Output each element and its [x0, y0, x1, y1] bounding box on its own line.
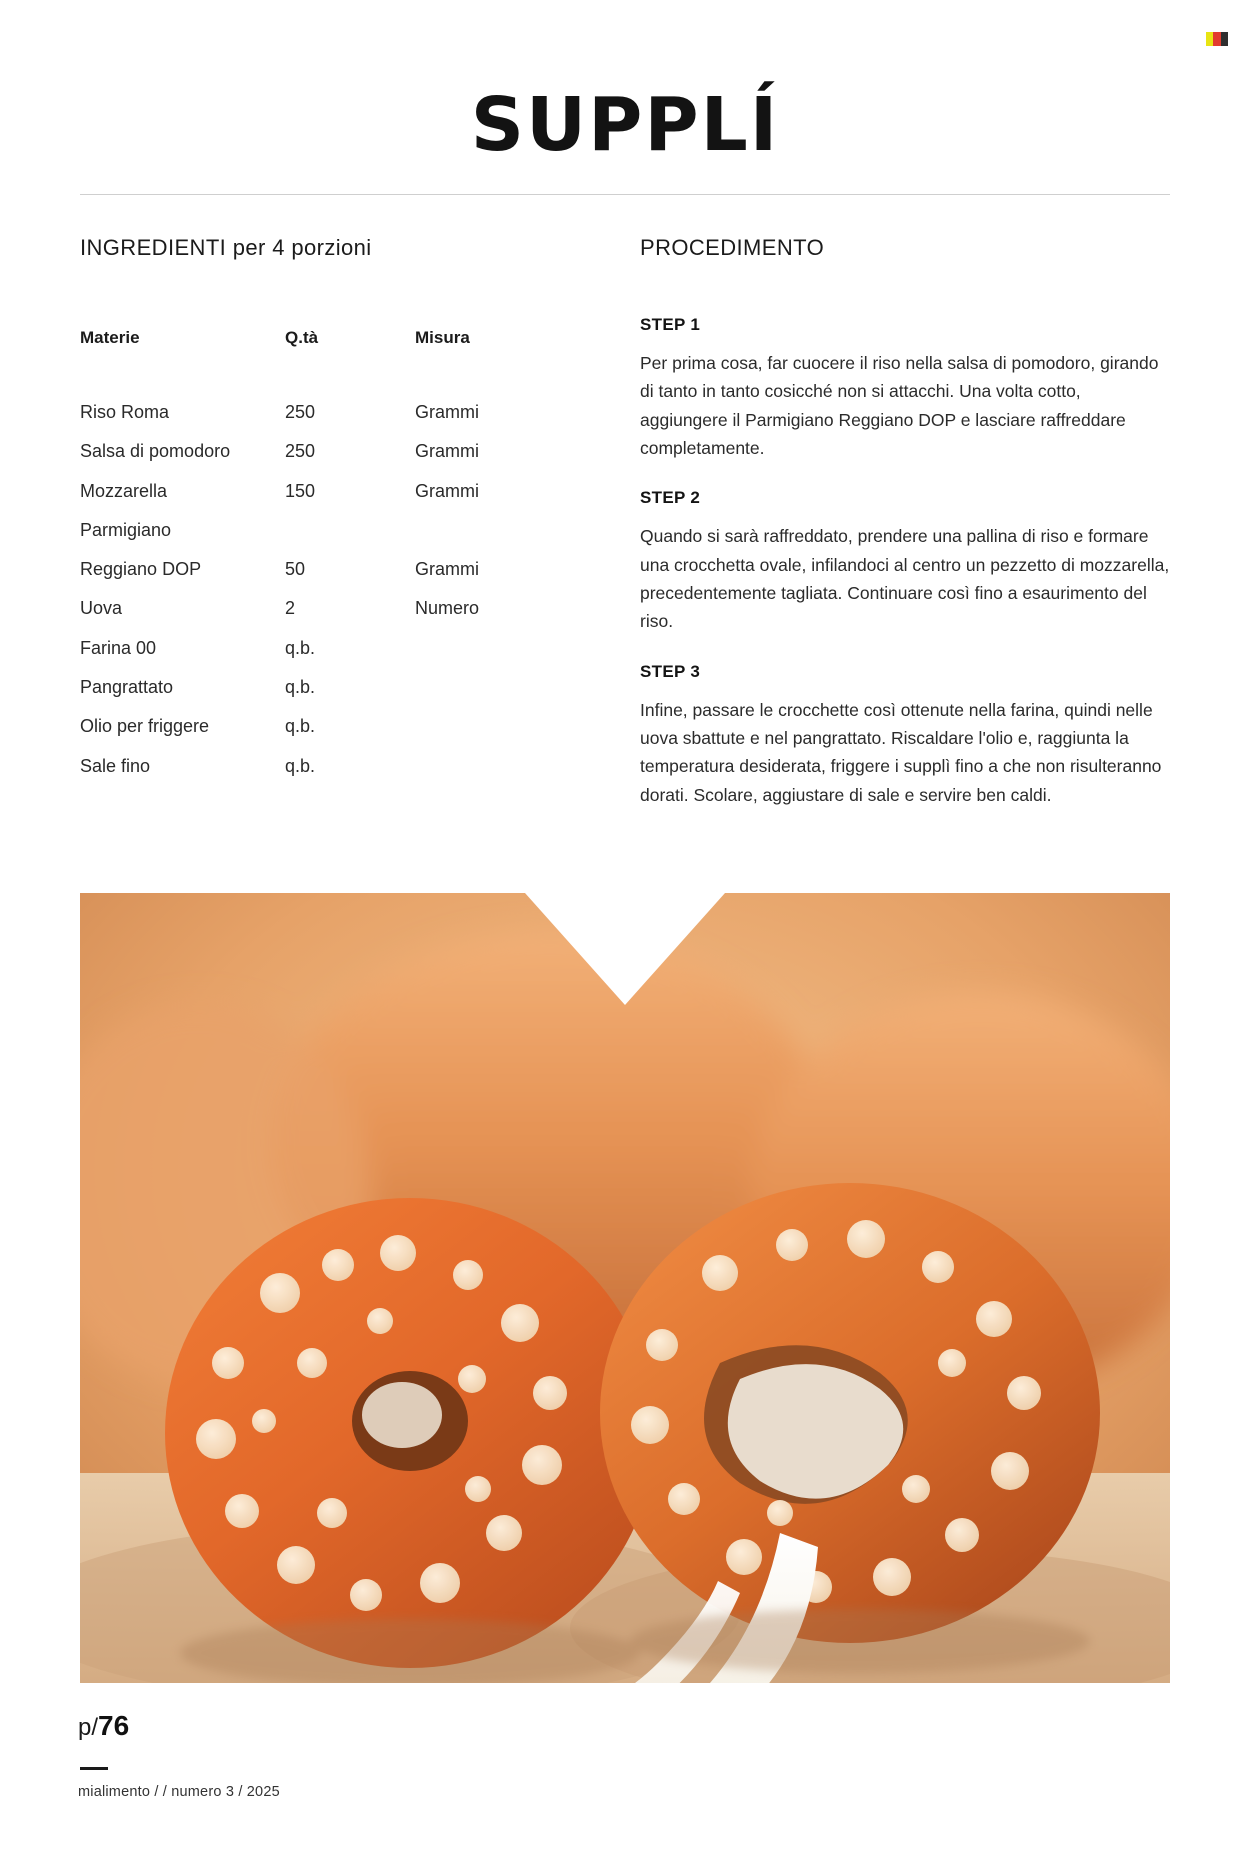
- ingredient-quantity: q.b.: [285, 716, 316, 737]
- table-row: [80, 754, 590, 793]
- table-row: [80, 675, 590, 714]
- page-number: [78, 1710, 129, 1742]
- ingredient-quantity: q.b.: [285, 755, 316, 776]
- ingredient-unit: [415, 714, 590, 753]
- color-swatch-red: [1213, 32, 1221, 46]
- procedure-list: [640, 315, 1170, 809]
- table-row: [80, 518, 590, 557]
- table-row: [80, 479, 590, 518]
- ingredient-name: Parmigiano: [80, 519, 172, 540]
- ingredient-quantity: 2: [285, 598, 296, 619]
- ingredient-unit: Numero: [415, 598, 480, 619]
- ingredient-name: Sale fino: [80, 755, 151, 776]
- ingredient-unit: Grammi: [415, 480, 479, 501]
- procedure-heading: PROCEDIMENTO: [640, 235, 825, 260]
- ingredient-name: Mozzarella: [80, 480, 168, 501]
- ingredient-unit: [415, 518, 590, 557]
- ingredient-quantity: q.b.: [285, 637, 316, 658]
- column-header-materie: Materie: [80, 328, 140, 347]
- ingredient-quantity: [285, 518, 415, 557]
- step-2-text: Quando si sarà raffreddato, prendere una pallina di riso e formare una crocchetta ovale, infilandoci al centro un pezzetto di mozzarella, precedentemente tagliata. Continuare così fino a esaurimento del riso.: [640, 526, 1170, 632]
- recipe-photo: [80, 893, 1170, 1683]
- ingredient-unit: [415, 636, 590, 675]
- step-1-label: STEP 1: [640, 315, 701, 334]
- color-swatch-dark: [1221, 32, 1228, 46]
- page-number-value: 76: [98, 1710, 130, 1741]
- ingredients-table: [80, 328, 590, 793]
- ingredient-name: Farina 00: [80, 637, 157, 658]
- ingredient-unit: [415, 675, 590, 714]
- ingredient-name: Uova: [80, 598, 123, 619]
- ingredient-name: Riso Roma: [80, 402, 170, 422]
- ingredient-quantity: 250: [285, 402, 316, 422]
- table-row: [80, 636, 590, 675]
- page-prefix: p/: [78, 1714, 99, 1741]
- step-3-label: STEP 3: [640, 661, 701, 681]
- table-row: [80, 557, 590, 596]
- title-divider: [80, 194, 1170, 195]
- footer-divider: [80, 1767, 108, 1770]
- table-row: [80, 714, 590, 753]
- ingredient-quantity: 50: [285, 559, 306, 580]
- page-title: SUPPLÍ: [470, 82, 780, 168]
- color-swatch-yellow: [1206, 32, 1213, 46]
- ingredient-unit: Grammi: [415, 441, 479, 462]
- ingredient-unit: [415, 754, 590, 793]
- ingredient-unit: Grammi: [415, 402, 479, 422]
- step-2-label: STEP 2: [640, 488, 701, 508]
- ingredient-name: Olio per friggere: [80, 716, 210, 737]
- table-row: [80, 439, 590, 478]
- ingredient-name: Pangrattato: [80, 677, 174, 698]
- table-row: [80, 400, 590, 439]
- footer-credit: mialimento / / numero 3 / 2025: [78, 1784, 280, 1800]
- step-1-text: Per prima cosa, far cuocere il riso nella salsa di pomodoro, girando di tanto in tanto cosicché non si attacchi. Una volta cotto, aggiungere il Parmigiano Reggiano DOP e lasciare raffreddare completamente.: [640, 353, 1159, 459]
- ingredient-quantity: q.b.: [285, 677, 316, 698]
- table-header-row: [80, 328, 590, 400]
- ingredient-name: Reggiano DOP: [80, 559, 202, 580]
- ingredient-unit: Grammi: [415, 559, 479, 580]
- column-header-misura: Misura: [415, 328, 470, 347]
- color-registration-mark: [1206, 32, 1228, 46]
- ingredients-heading: INGREDIENTI per 4 porzioni: [80, 235, 372, 260]
- column-header-qta: Q.tà: [285, 328, 319, 347]
- ingredient-quantity: 150: [285, 480, 316, 501]
- ingredient-name: Salsa di pomodoro: [80, 441, 231, 462]
- step-3-text: Infine, passare le crocchette così ottenute nella farina, quindi nelle uova sbattute e nel pangrattato. Riscaldare l'olio e, raggiunta la temperatura desiderata, friggere i supplì fino a che non risulteranno dorati. Scolare, aggiustare di sale e servire ben caldi.: [640, 699, 1162, 805]
- ingredient-quantity: 250: [285, 441, 316, 462]
- table-row: [80, 596, 590, 635]
